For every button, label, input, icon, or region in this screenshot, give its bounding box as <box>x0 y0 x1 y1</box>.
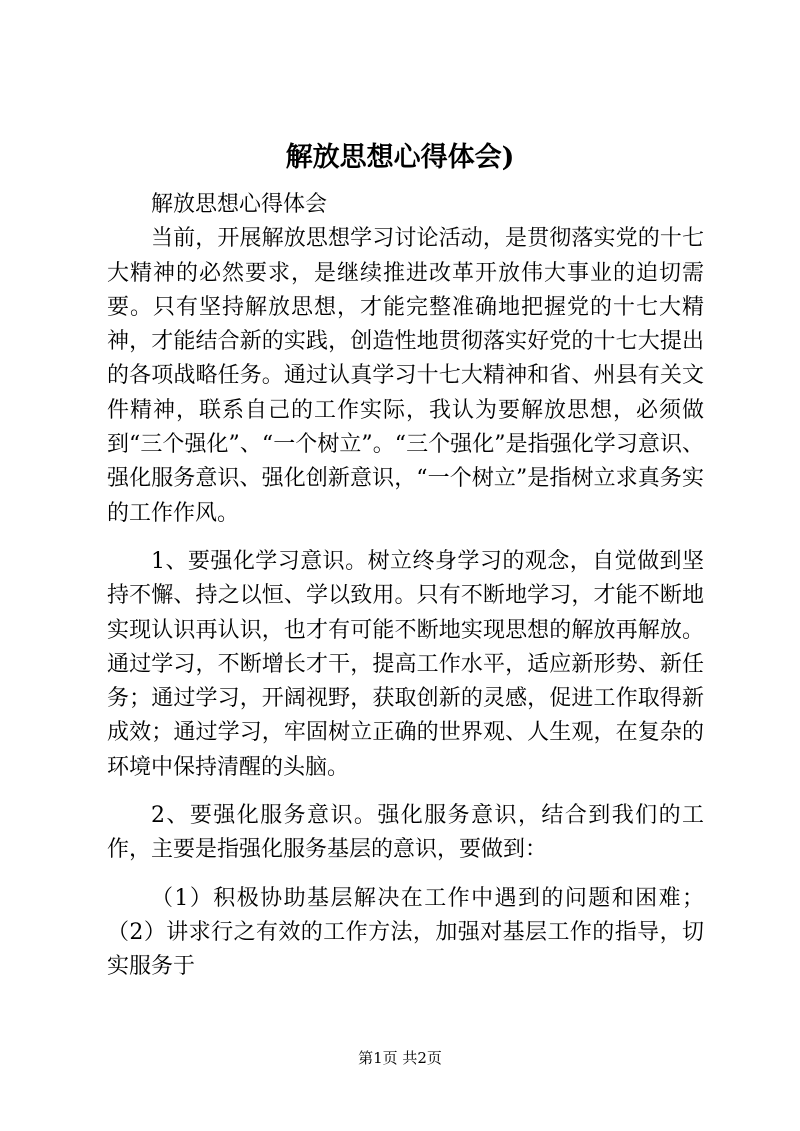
document-title: 解放思想心得体会) <box>285 142 515 173</box>
learning-paragraph: 1、要强化学习意识。树立终身学习的观念，自觉做到坚持不懈、持之以恒、学以致用。只有不断地学习，才能不断地实现认识再认识，也才有可能不断地实现思想的解放再解放。通过学习，不断增长才干，提高工作水平，适应新形势、新任务；通过学习，开阔视野，获取创新的灵感，促进工作取得新成效；通过学习，牢固树立正确的世界观、人生观，在复杂的环境中保持清醒的头脑。 <box>107 548 704 780</box>
page-indicator: 第1页 共2页 <box>358 1049 442 1067</box>
service-paragraph: 2、要强化服务意识。强化服务意识，结合到我们的工作，主要是指强化服务基层的意识，要做到： <box>107 803 704 863</box>
document-body <box>107 188 704 985</box>
intro-paragraph: 当前，开展解放思想学习讨论活动，是贯彻落实党的十七大精神的必然要求，是继续推进改革开放伟大事业的迫切需要。只有坚持解放思想，才能完整准确地把握党的十七大精神，才能结合新的实践，创造性地贯彻落实好党的十七大提出的各项战略任务。通过认真学习十七大精神和省、州县有关文件精神，联系自己的工作实际，我认为要解放思想，必须做到“三个强化”、“一个树立”。“三个强化”是指强化学习意识、强化服务意识、强化创新意识，“一个树立”是指树立求真务实的工作作风。 <box>107 226 704 526</box>
subtitle-paragraph: 解放思想心得体会 <box>151 192 328 217</box>
service-list-paragraph: （1）积极协助基层解决在工作中遇到的问题和困难；（2）讲求行之有效的工作方法，加强对基层工作的指导，切实服务于 <box>107 885 704 980</box>
